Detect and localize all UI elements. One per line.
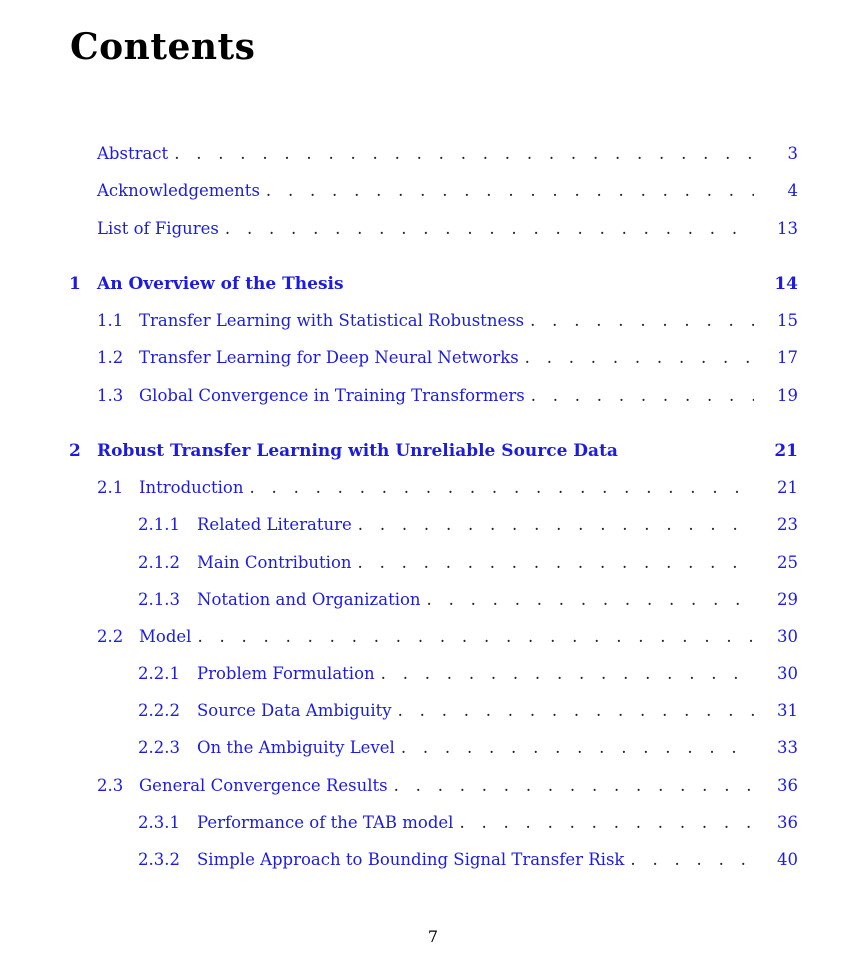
toc-leader-dots bbox=[530, 311, 754, 330]
toc-entry-page: 21 bbox=[777, 478, 798, 497]
toc-entry-label: Global Convergence in Training Transformers bbox=[139, 386, 525, 405]
toc-leader-dots bbox=[394, 776, 754, 795]
toc-entry-abstract[interactable] bbox=[97, 144, 798, 166]
toc-entry-page: 40 bbox=[777, 850, 798, 869]
toc-entry-number: 2 bbox=[69, 441, 81, 461]
toc-subsection-2-3-2[interactable] bbox=[138, 850, 798, 872]
toc-entry-page: 30 bbox=[777, 664, 798, 683]
toc-leader-dots bbox=[358, 515, 754, 534]
toc-entry-page: 23 bbox=[777, 515, 798, 534]
toc-leader-dots bbox=[266, 181, 754, 200]
toc-entry-label: Problem Formulation bbox=[197, 664, 375, 683]
toc-leader-dots bbox=[358, 553, 754, 572]
toc-leader-dots bbox=[459, 813, 754, 832]
toc-leader-dots bbox=[250, 478, 755, 497]
toc-leader-dots bbox=[381, 664, 754, 683]
toc-leader-dots bbox=[525, 348, 754, 367]
toc-entry-label: Related Literature bbox=[197, 515, 352, 534]
toc-entry-label: Simple Approach to Bounding Signal Transfer Risk bbox=[197, 850, 625, 869]
toc-entry-page: 36 bbox=[777, 813, 798, 832]
toc-entry-number: 2.3.1 bbox=[138, 813, 180, 832]
toc-entry-label: Model bbox=[139, 627, 192, 646]
toc-entry-number: 2.1.3 bbox=[138, 590, 180, 609]
toc-entry-page: 15 bbox=[777, 311, 798, 330]
toc-entry-label: Source Data Ambiguity bbox=[197, 701, 392, 720]
toc-subsection-2-1-2[interactable] bbox=[138, 553, 798, 575]
toc-section-1-1[interactable] bbox=[97, 311, 798, 333]
toc-chapter-1[interactable] bbox=[69, 274, 798, 296]
toc-entry-label: Transfer Learning for Deep Neural Networks bbox=[139, 348, 519, 367]
toc-entry-page: 29 bbox=[777, 590, 798, 609]
toc-chapter-2[interactable] bbox=[69, 441, 798, 463]
toc-entry-page: 14 bbox=[774, 274, 798, 294]
toc-entry-label: Robust Transfer Learning with Unreliable Source Data bbox=[97, 441, 618, 461]
toc-entry-label: Abstract bbox=[97, 144, 169, 163]
toc-entry-label: Introduction bbox=[139, 478, 244, 497]
toc-section-2-2[interactable] bbox=[97, 627, 798, 649]
toc-entry-page: 13 bbox=[777, 219, 798, 238]
toc-leader-dots bbox=[630, 850, 754, 869]
toc-entry-label: On the Ambiguity Level bbox=[197, 738, 395, 757]
toc-entry-acknowledgements[interactable] bbox=[97, 181, 798, 203]
toc-entry-number: 2.3 bbox=[97, 776, 124, 795]
toc-subsection-2-2-1[interactable] bbox=[138, 664, 798, 686]
toc-entry-label: List of Figures bbox=[97, 219, 219, 238]
toc-leader-dots bbox=[427, 590, 754, 609]
toc-leader-dots bbox=[197, 627, 754, 646]
toc-section-2-1[interactable] bbox=[97, 478, 798, 500]
page-title: Contents bbox=[70, 26, 256, 68]
toc-entry-label: Notation and Organization bbox=[197, 590, 421, 609]
toc-leader-dots bbox=[401, 738, 754, 757]
toc-entry-number: 1.2 bbox=[97, 348, 124, 367]
toc-subsection-2-2-3[interactable] bbox=[138, 738, 798, 760]
toc-section-2-3[interactable] bbox=[97, 776, 798, 798]
toc-subsection-2-2-2[interactable] bbox=[138, 701, 798, 723]
toc-entry-number: 2.2.2 bbox=[138, 701, 180, 720]
toc-entry-label: Main Contribution bbox=[197, 553, 352, 572]
toc-entry-number: 1 bbox=[69, 274, 81, 294]
toc-subsection-2-1-3[interactable] bbox=[138, 590, 798, 612]
toc-entry-page: 33 bbox=[777, 738, 798, 757]
toc-entry-page: 3 bbox=[787, 144, 798, 163]
toc-leader-dots bbox=[174, 144, 754, 163]
toc-entry-number: 1.3 bbox=[97, 386, 124, 405]
toc-subsection-2-1-1[interactable] bbox=[138, 515, 798, 537]
toc-entry-number: 2.3.2 bbox=[138, 850, 180, 869]
toc-entry-number: 2.1 bbox=[97, 478, 124, 497]
toc-entry-page: 21 bbox=[774, 441, 798, 461]
toc-entry-number: 2.1.1 bbox=[138, 515, 180, 534]
toc-section-1-2[interactable] bbox=[97, 348, 798, 370]
toc-entry-number: 2.2 bbox=[97, 627, 124, 646]
toc-entry-label: Transfer Learning with Statistical Robustness bbox=[139, 311, 525, 330]
toc-entry-page: 4 bbox=[787, 181, 798, 200]
toc-leader-dots bbox=[398, 701, 754, 720]
toc-entry-page: 25 bbox=[777, 553, 798, 572]
toc-entry-number: 1.1 bbox=[97, 311, 124, 330]
toc-section-1-3[interactable] bbox=[97, 386, 798, 408]
toc-leader-dots bbox=[225, 219, 754, 238]
page-number: 7 bbox=[427, 927, 439, 946]
toc-subsection-2-3-1[interactable] bbox=[138, 813, 798, 835]
toc-entry-page: 17 bbox=[777, 348, 798, 367]
toc-entry-page: 36 bbox=[777, 776, 798, 795]
toc-entry-label: An Overview of the Thesis bbox=[97, 274, 344, 294]
toc-entry-list-of-figures[interactable] bbox=[97, 219, 798, 241]
toc-entry-label: Performance of the TAB model bbox=[197, 813, 454, 832]
toc-entry-number: 2.2.3 bbox=[138, 738, 180, 757]
toc-entry-label: Acknowledgements bbox=[97, 181, 260, 200]
toc-entry-number: 2.1.2 bbox=[138, 553, 180, 572]
toc-entry-label: General Convergence Results bbox=[139, 776, 388, 795]
toc-leader-dots bbox=[531, 386, 754, 405]
toc-entry-page: 30 bbox=[777, 627, 798, 646]
toc-entry-page: 31 bbox=[777, 701, 798, 720]
toc-entry-number: 2.2.1 bbox=[138, 664, 180, 683]
toc-entry-page: 19 bbox=[777, 386, 798, 405]
